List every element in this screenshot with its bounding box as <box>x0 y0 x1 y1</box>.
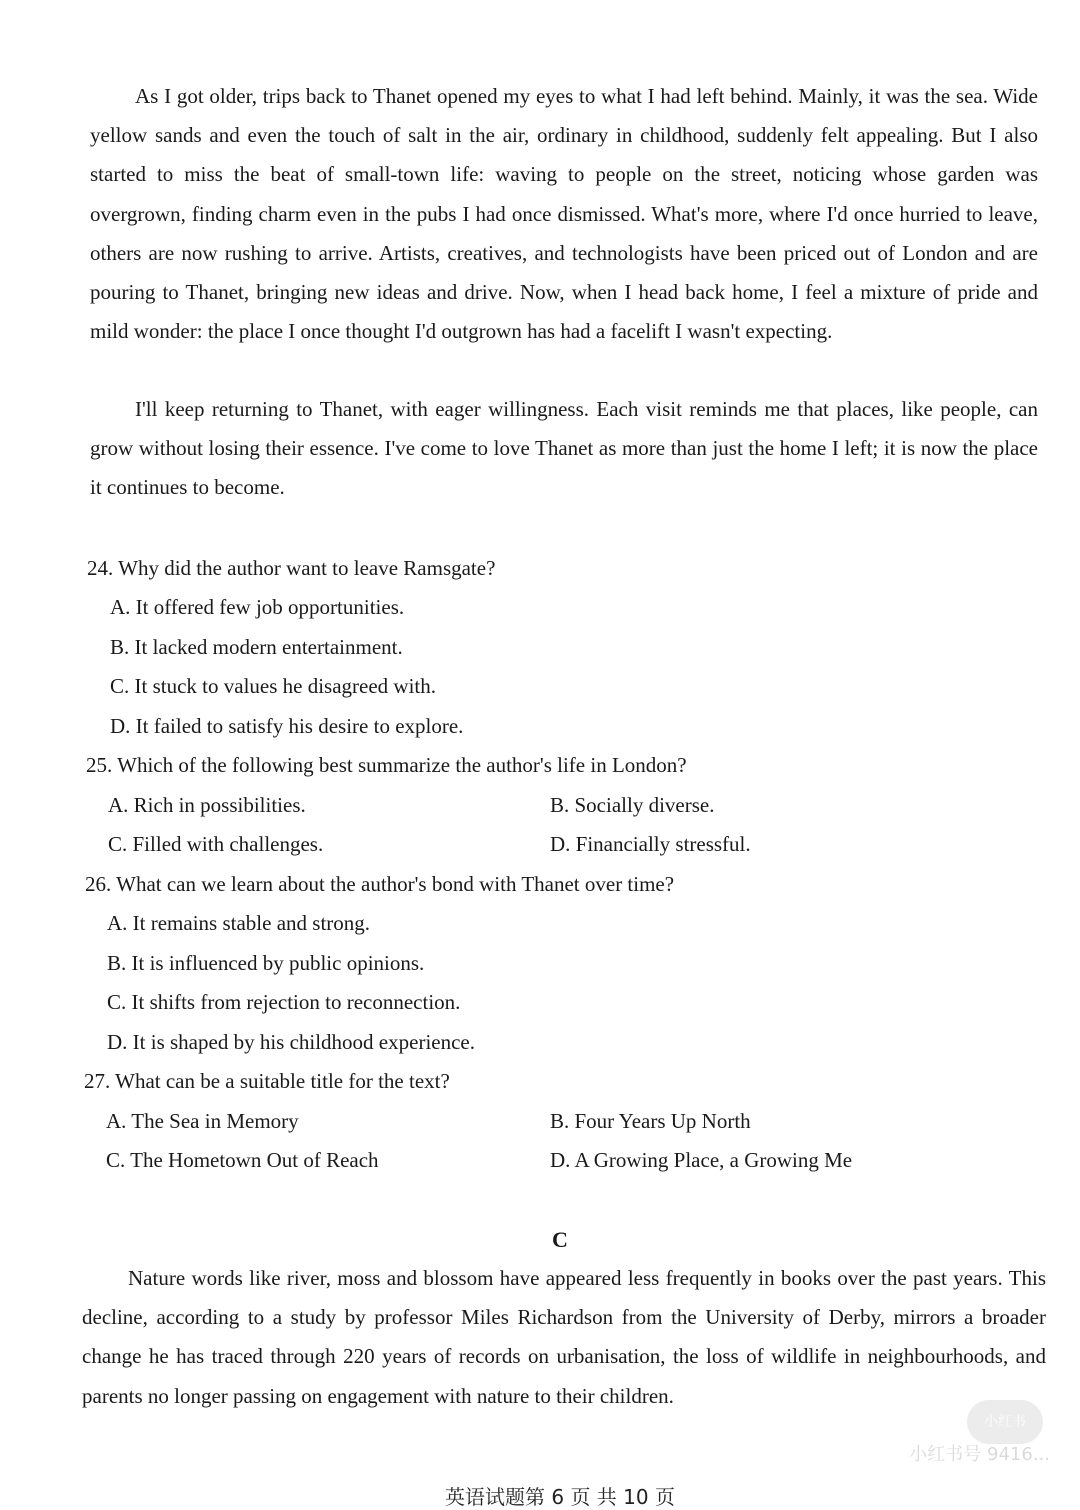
question-24-option-d: D. It failed to satisfy his desire to explore. <box>110 714 464 738</box>
passage-b-paragraph-1: As I got older, trips back to Thanet opened my eyes to what I had left behind. Mainly, it was the sea. Wide yellow sands and even the touch of salt in the air, ordinary in childhood, suddenly felt appealing. But I also started to miss the beat of small-town life: waving to people on the street, noticing whose garden was overgrown, finding charm even in the pubs I had once dismissed. What's more, where I'd once hurried to leave, others are now rushing to arrive. Artists, creatives, and technologists have been priced out of London and are pouring to Thanet, bringing new ideas and drive. Now, when I head back home, I feel a mixture of pride and mild wonder: the place I once thought I'd outgrown has had a facelift I wasn't expecting. <box>90 84 1038 344</box>
question-25-option-a: A. Rich in possibilities. <box>108 793 306 817</box>
question-25-option-c: C. Filled with challenges. <box>108 832 324 856</box>
question-26-option-c: C. It shifts from rejection to reconnection. <box>107 990 461 1014</box>
question-25-stem: 25. Which of the following best summarize the author's life in London? <box>86 753 687 777</box>
question-26-option-b: B. It is influenced by public opinions. <box>107 951 425 975</box>
section-c-title: C <box>552 1227 568 1252</box>
section-c-paragraph-1: Nature words like river, moss and blossom have appeared less frequently in books over the past years. This decline, according to a study by professor Miles Richardson from the University of Derby, mirrors a broader change he has traced through 220 years of records on urbanisation, the loss of wildlife in neighbourhoods, and parents no longer passing on engagement with nature to their children. <box>82 1266 1046 1408</box>
question-26-option-d: D. It is shaped by his childhood experience. <box>107 1030 475 1054</box>
question-24-option-c: C. It stuck to values he disagreed with. <box>110 674 437 698</box>
question-26-option-a: A. It remains stable and strong. <box>107 911 371 935</box>
question-25-option-d: D. Financially stressful. <box>550 832 751 856</box>
question-25-option-b: B. Socially diverse. <box>550 793 715 817</box>
watermark-text: 小红书号 9416... <box>909 1444 1050 1465</box>
question-24-option-b: B. It lacked modern entertainment. <box>110 635 403 659</box>
question-24-stem: 24. Why did the author want to leave Ramsgate? <box>87 556 496 580</box>
question-27-option-b: B. Four Years Up North <box>550 1109 751 1133</box>
page-footer: 英语试题第 6 页 共 10 页 <box>445 1485 675 1509</box>
question-27-option-a: A. The Sea in Memory <box>106 1109 299 1133</box>
question-27-stem: 27. What can be a suitable title for the text? <box>84 1069 450 1093</box>
question-27-option-d: D. A Growing Place, a Growing Me <box>550 1148 853 1172</box>
question-27-option-c: C. The Hometown Out of Reach <box>106 1148 379 1172</box>
question-26-stem: 26. What can we learn about the author's bond with Thanet over time? <box>85 872 675 896</box>
question-24-option-a: A. It offered few job opportunities. <box>110 595 405 619</box>
watermark-logo: 小红书 <box>967 1400 1043 1444</box>
passage-b-paragraph-2: I'll keep returning to Thanet, with eager willingness. Each visit reminds me that places, like people, can grow without losing their essence. I've come to love Thanet as more than just the home I left; it is now the place it continues to become. <box>90 397 1038 500</box>
